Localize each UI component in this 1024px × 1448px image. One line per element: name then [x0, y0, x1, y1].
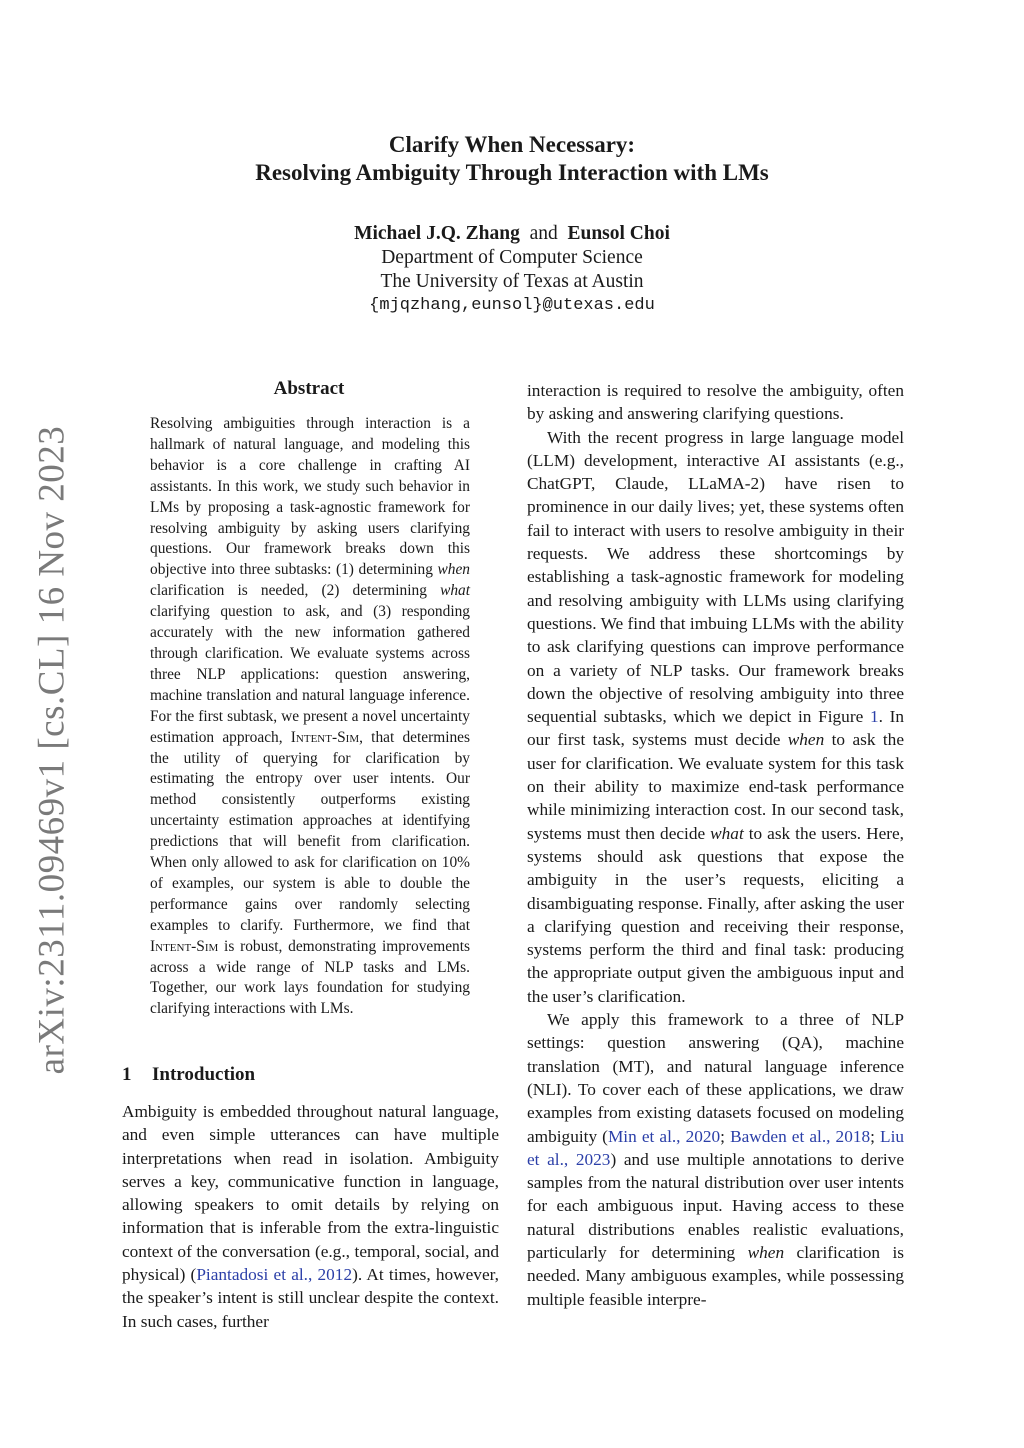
method-name: Intent-Sim: [150, 937, 219, 955]
university: The University of Texas at Austin: [380, 271, 644, 292]
arxiv-identifier: arXiv:2311.09469v1 [cs.CL] 16 Nov 2023: [31, 425, 73, 1075]
author-1: Michael J.Q. Zhang: [354, 223, 520, 244]
section-heading-introduction: [122, 1064, 255, 1086]
author-block: [0, 222, 1024, 318]
author-conjunction: and: [529, 223, 558, 244]
title-line-1: Clarify When Necessary:: [388, 132, 636, 157]
department: Department of Computer Science: [381, 247, 643, 268]
author-email: {mjqzhang,eunsol}@utexas.edu: [369, 296, 655, 315]
citation-link[interactable]: Min et al., 2020: [607, 1126, 721, 1146]
intro-left-column: [122, 1100, 499, 1333]
citation-link[interactable]: Piantadosi et al., 2012: [196, 1265, 353, 1285]
section-title: Introduction: [152, 1064, 256, 1085]
arxiv-sidebar: [22, 425, 82, 1075]
intro-right-column: [527, 379, 904, 1311]
paper-title: [0, 131, 1024, 187]
title-line-2: Resolving Ambiguity Through Interaction with LMs: [255, 160, 769, 185]
intro-paragraph-3: We apply this framework to a three of NLP settings: question answering (QA), machine translation (MT), and natural language inference (NLI). To cover each of these applications, we draw examples from existing datasets focused on modeling ambiguity (Min et al., 2020; Bawden et al., 2018; Liu et al., 2023) and use multiple annotations to derive samples from the natural distribution over user intents for each ambiguous input. Having access to these natural distributions enables realistic evaluations, particularly for determining when clarification is needed. Many ambiguous examples, while possessing multiple feasible interpre-: [527, 1010, 905, 1309]
section-number: 1: [122, 1064, 132, 1085]
author-names: [0, 222, 1024, 246]
citation-link[interactable]: Liu et al., 2023: [527, 1126, 905, 1169]
abstract-body: [150, 414, 470, 1020]
figure-link[interactable]: 1: [869, 707, 879, 727]
intro-paragraph-2: With the recent progress in large language model (LLM) development, interactive AI assistants (e.g., ChatGPT, Claude, LLaMA-2) have risen to prominence in our daily lives; yet, these systems often fail to interact with users to resolve ambiguity in their requests. We address these shortcomings by establishing a task-agnostic framework for modeling and resolving ambiguity with LLMs using clarifying questions. We find that imbuing LLMs with the ability to ask clarifying questions can improve performance on a variety of NLP tasks. Our framework breaks down the objective of resolving ambiguity into three sequential subtasks, which we depict in Figure 1. In our first task, systems must decide when to ask the user for clarification. We evaluate system for this task on their ability to maximize end-task performance while minimizing interaction cost. In our second task, systems must then decide what to ask the users. Here, systems should ask questions that expose the ambiguity in the user’s requests, eliciting a disambiguating response. Finally, after asking the user a clarifying question and receiving their response, systems perform the third and final task: producing the appropriate output given the ambiguous input and the user’s clarification.: [527, 427, 905, 1006]
citation-link[interactable]: Bawden et al., 2018: [730, 1126, 871, 1146]
intro-paragraph-1: Ambiguity is embedded throughout natural language, and even simple utterances can have multiple interpretations when read in isolation. Ambiguity serves a key, communicative function in language, allowing speakers to omit details by relying on information that is inferable from the extra-linguistic context of the conversation (e.g., temporal, social, and physical) (Piantadosi et al., 2012). At times, however, the speaker’s intent is still unclear despite the context. In such cases, further: [122, 1102, 500, 1331]
intro-paragraph-1-cont: interaction is required to resolve the ambiguity, often by asking and answering clarifying questions.: [527, 381, 904, 424]
method-name: Intent-Sim: [290, 728, 360, 746]
abstract-paragraph: Resolving ambiguities through interaction is a hallmark of natural language, and modeling this behavior is a core challenge in crafting AI assistants. In this work, we study such behavior in LMs by proposing a task-agnostic framework for resolving ambiguity by asking users clarifying questions. Our framework breaks down this objective into three subtasks: (1) determining when clarification is needed, (2) determining what clarifying question to ask, and (3) responding accurately with the new information gathered through clarification. We evaluate systems across three NLP applications: question answering, machine translation and natural language inference. For the first subtask, we present a novel uncertainty estimation approach, Intent-Sim, that determines the utility of querying for clarification by estimating the entropy over user intents. Our method consistently outperforms existing uncertainty estimation approaches at identifying predictions that will benefit from clarification. When only allowed to ask for clarification on 10% of examples, our system is able to double the performance gains over randomly selecting examples to clarify. Furthermore, we find that Intent-Sim is robust, demonstrating improvements across a wide range of NLP tasks and LMs. Together, our work lays foundation for studying clarifying interactions with LMs.: [150, 415, 470, 1018]
author-2: Eunsol Choi: [567, 223, 670, 244]
abstract-heading: Abstract: [273, 378, 345, 399]
